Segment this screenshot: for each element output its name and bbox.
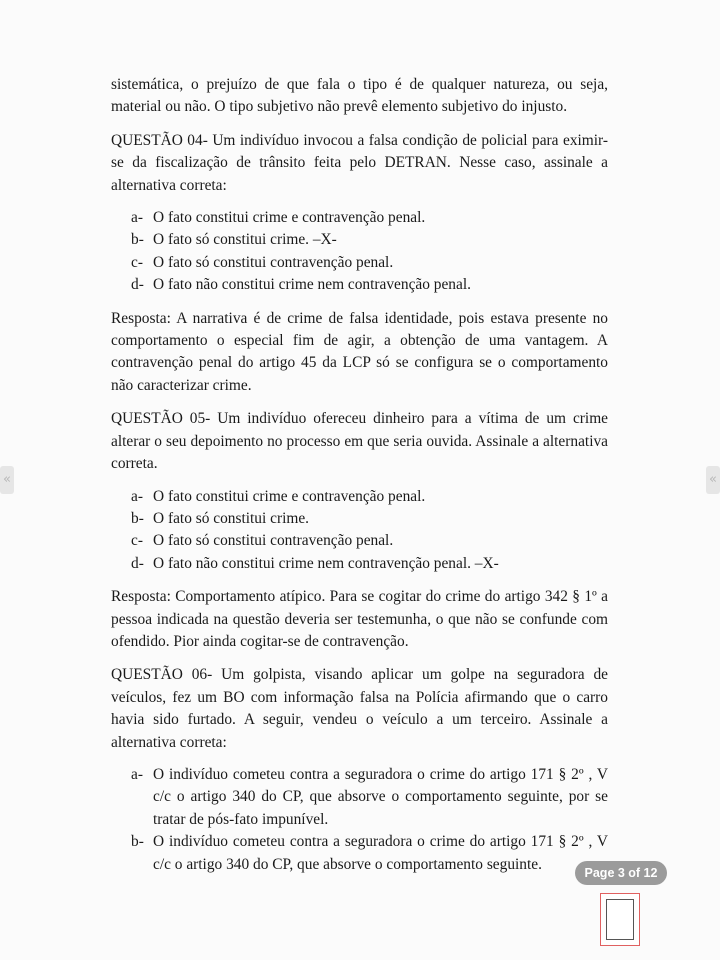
option-text: O fato só constitui crime. xyxy=(153,509,310,527)
option-letter: a- xyxy=(131,765,143,783)
question-06-prompt: QUESTÃO 06- Um golpista, visando aplicar um golpe na seguradora de veículos, fez um BO com informação falsa na Polícia afirmando que o carro havia sido furtado. A seguir, vendeu o veículo a um terceiro. Assinale a alternativa correta: xyxy=(111,666,608,751)
option-letter: c- xyxy=(131,532,143,550)
question-05-options xyxy=(111,486,608,576)
previous-page-arrow[interactable]: « xyxy=(0,466,14,494)
option-text: O indivíduo cometeu contra a seguradora o crime do artigo 171 § 2º , V c/c o artigo 340 do CP, que absorve o comportamento seguinte. xyxy=(153,833,608,873)
option-text: O fato só constitui contravenção penal. xyxy=(153,532,394,550)
option-item xyxy=(111,274,608,296)
option-item xyxy=(111,530,608,552)
option-text: O fato só constitui crime. –X- xyxy=(153,231,337,249)
option-text: O fato só constitui contravenção penal. xyxy=(153,253,394,271)
option-text: O fato não constitui crime nem contravenção penal. xyxy=(153,276,471,294)
question-05-answer: Resposta: Comportamento atípico. Para se cogitar do crime do artigo 342 § 1º a pessoa indicada na questão deveria ser testemunha, o que não se confunde com ofendido. Pior ainda cogitar-se de contravenção. xyxy=(111,588,608,650)
page-thumbnail-icon xyxy=(606,899,634,940)
question-06-options xyxy=(111,764,608,876)
option-letter: c- xyxy=(131,253,143,271)
option-letter: d- xyxy=(131,276,144,294)
option-letter: b- xyxy=(131,509,144,527)
option-item xyxy=(111,207,608,229)
option-item xyxy=(111,252,608,274)
next-page-arrow[interactable]: « xyxy=(706,466,720,494)
option-letter: a- xyxy=(131,209,143,227)
option-letter: d- xyxy=(131,554,144,572)
page-indicator: Page 3 of 12 xyxy=(575,861,667,885)
option-item xyxy=(111,553,608,575)
option-item xyxy=(111,486,608,508)
intro-paragraph: sistemática, o prejuízo de que fala o tipo é de qualquer natureza, ou seja, material ou não. O tipo subjetivo não prevê elemento subjetivo do injusto. xyxy=(111,76,608,116)
question-04-options xyxy=(111,207,608,297)
option-letter: a- xyxy=(131,487,143,505)
option-text: O fato não constitui crime nem contravenção penal. –X- xyxy=(153,554,499,572)
option-item xyxy=(111,508,608,530)
option-text: O indivíduo cometeu contra a seguradora o crime do artigo 171 § 2º , V c/c o artigo 340 do CP, que absorve o comportamento seguinte, por se tratar de pós-fato impunível. xyxy=(153,765,608,828)
option-item xyxy=(111,831,608,876)
question-05-prompt: QUESTÃO 05- Um indivíduo ofereceu dinheiro para a vítima de um crime alterar o seu depoimento no processo em que seria ouvida. Assinale a alternativa correta. xyxy=(111,410,608,473)
option-text: O fato constitui crime e contravenção penal. xyxy=(153,487,426,505)
page-thumbnail[interactable] xyxy=(600,893,640,946)
option-text: O fato constitui crime e contravenção penal. xyxy=(153,209,426,227)
option-letter: b- xyxy=(131,231,144,249)
question-04-answer: Resposta: A narrativa é de crime de falsa identidade, pois estava presente no comportamento o especial fim de agir, a obtenção de uma vantagem. A contravenção penal do artigo 45 da LCP só se configura se o comportamento não caracterizar crime. xyxy=(111,309,608,394)
option-item xyxy=(111,764,608,831)
option-item xyxy=(111,229,608,251)
question-04-prompt: QUESTÃO 04- Um indivíduo invocou a falsa condição de policial para eximir-se da fiscalização de trânsito feita pelo DETRAN. Nesse caso, assinale a alternativa correta: xyxy=(111,131,608,194)
option-letter: b- xyxy=(131,833,144,851)
document-content xyxy=(111,74,608,887)
